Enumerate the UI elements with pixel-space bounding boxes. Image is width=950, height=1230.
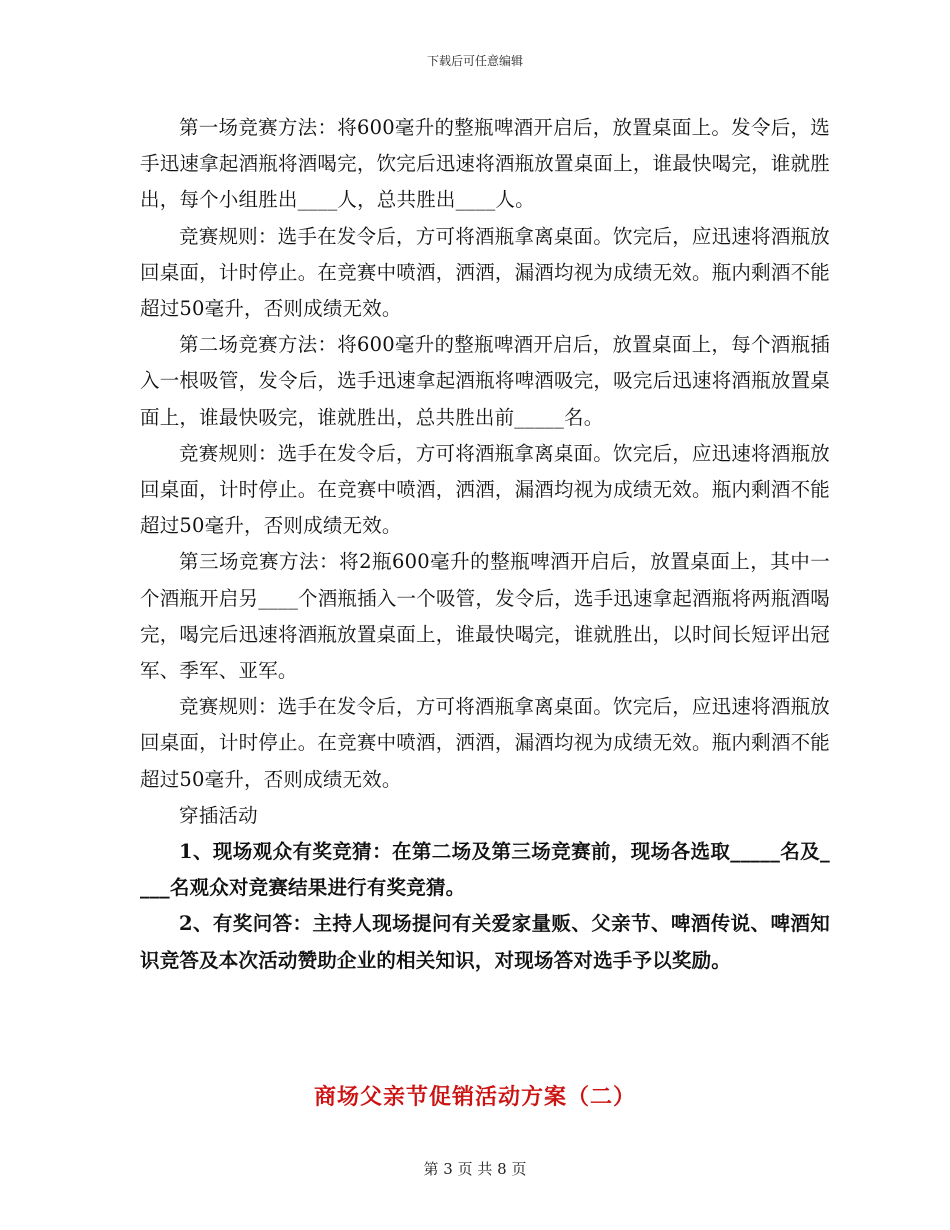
paragraph-prize-quiz: 2、有奖问答：主持人现场提问有关爱家量贩、父亲节、啤酒传说、啤酒知识竞答及本次活动赞助企业的相关知识，对现场答对选手予以奖励。	[140, 912, 830, 972]
page-header-note: 下载后可任意编辑	[426, 54, 523, 68]
paragraph-round-three-method: 第三场竞赛方法：将2瓶600毫升的整瓶啤酒开启后，放置桌面上，其中一个酒瓶开启另____个酒瓶插入一个吸管，发令后，选手迅速拿起酒瓶将两瓶酒喝完，喝完后迅速将酒瓶放置桌面上，谁最快喝完，谁就胜出，以时间长短评出冠军、季军、亚军。	[140, 550, 830, 683]
page-number-footer: 第 3 页 共 8 页	[423, 1160, 527, 1178]
paragraph-audience-guess: 1、现场观众有奖竞猜：在第二场及第三场竞赛前，现场各选取_____名及____名观众对竞赛结果进行有奖竞猜。	[140, 840, 830, 900]
document-body	[140, 110, 830, 979]
paragraph-round-one-method: 第一场竞赛方法：将600毫升的整瓶啤酒开启后，放置桌面上。发令后，选手迅速拿起酒瓶将酒喝完，饮完后迅速将酒瓶放置桌面上，谁最快喝完，谁就胜出，每个小组胜出____人，总共胜出____人。	[140, 116, 830, 212]
section-title: 商场父亲节促销活动方案（二）	[313, 1084, 636, 1110]
paragraph-round-two-method: 第二场竞赛方法：将600毫升的整瓶啤酒开启后，放置桌面上，每个酒瓶插入一根吸管，发令后，选手迅速拿起酒瓶将啤酒吸完，吸完后迅速将酒瓶放置桌面上，谁最快吸完，谁就胜出，总共胜出前_____名。	[140, 333, 830, 429]
paragraph-round-two-rules: 竞赛规则：选手在发令后，方可将酒瓶拿离桌面。饮完后，应迅速将酒瓶放回桌面，计时停止。在竞赛中喷酒，洒酒，漏酒均视为成绩无效。瓶内剩酒不能超过50毫升，否则成绩无效。	[140, 441, 830, 538]
paragraph-round-three-rules: 竞赛规则：选手在发令后，方可将酒瓶拿离桌面。饮完后，应迅速将酒瓶放回桌面，计时停止。在竞赛中喷酒，洒酒，漏酒均视为成绩无效。瓶内剩酒不能超过50毫升，否则成绩无效。	[140, 695, 830, 791]
paragraph-round-one-rules: 竞赛规则：选手在发令后，方可将酒瓶拿离桌面。饮完后，应迅速将酒瓶放回桌面，计时停止。在竞赛中喷酒，洒酒，漏酒均视为成绩无效。瓶内剩酒不能超过50毫升，否则成绩无效。	[140, 224, 830, 321]
paragraph-interlude-heading: 穿插活动	[179, 803, 258, 827]
